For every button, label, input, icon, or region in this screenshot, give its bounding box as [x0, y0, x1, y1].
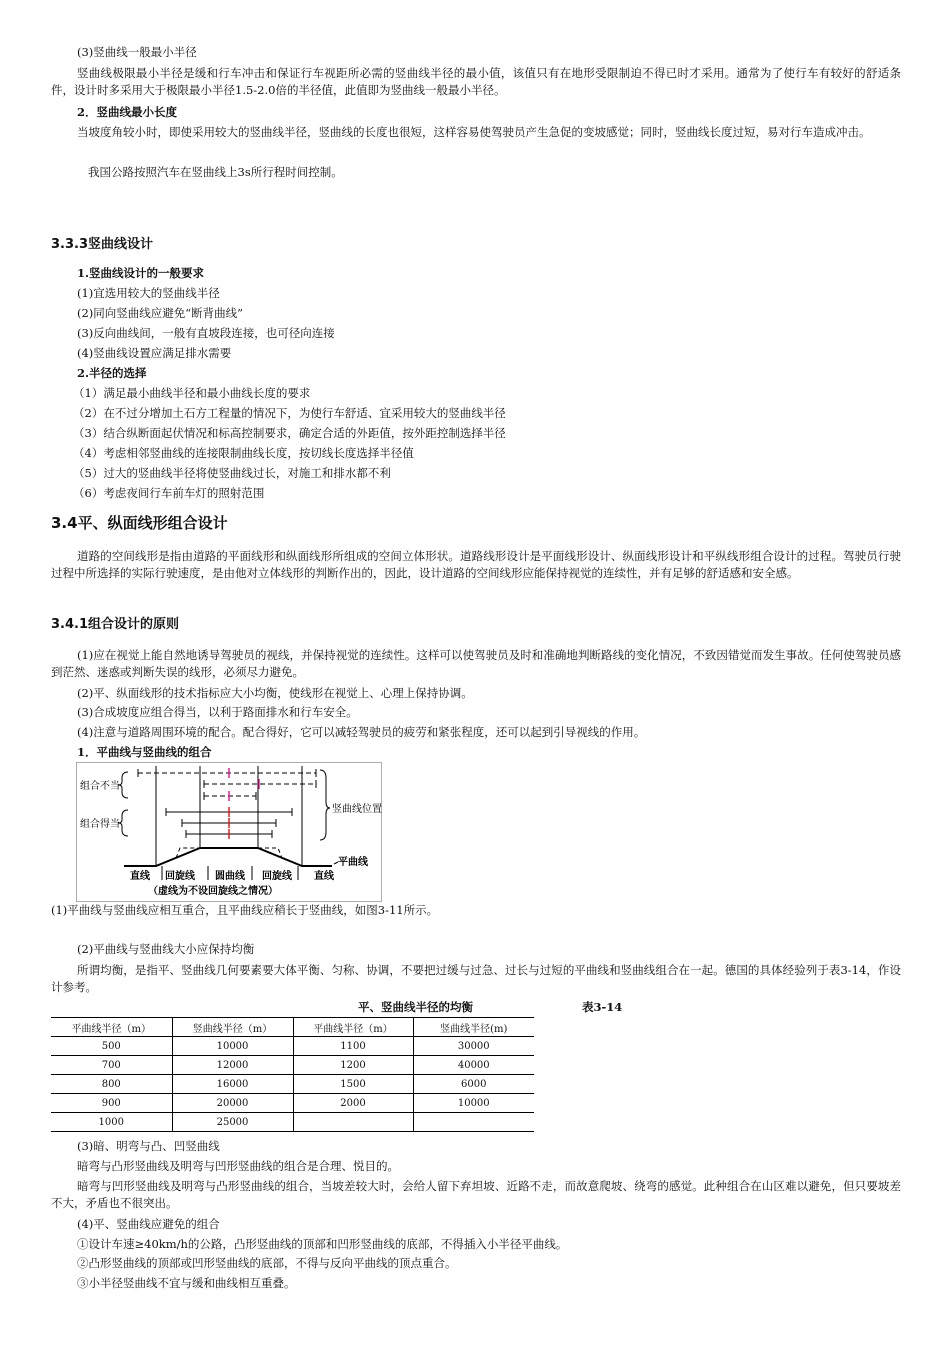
segment-circular: 圆曲线: [215, 871, 245, 882]
list-item: ③小半径竖曲线不宜与缓和曲线相互重叠。: [77, 1276, 296, 1290]
table-cell: 2000: [293, 1094, 413, 1113]
table-cell: [293, 1113, 413, 1132]
subheading-min-length: 2．竖曲线最小长度: [77, 105, 178, 119]
list-item: (3)反向曲线间，一般有直坡段连接，也可径向连接: [77, 326, 335, 340]
label-good: 组合得当: [80, 819, 120, 830]
paragraph-reasonable-combination: 暗弯与凸形竖曲线及明弯与凹形竖曲线的组合是合理、悦目的。: [77, 1159, 399, 1173]
table-cell: 1100: [293, 1037, 413, 1056]
paragraph-unreasonable-combination: 暗弯与凹形竖曲线及明弯与凸形竖曲线的组合，当坡差较大时，会给人留下弃坦坡、近路不走，而故意爬坡、绕弯的感觉。此种组合在山区难以避免，但只要坡差不大，矛盾也不很突出。: [51, 1179, 901, 1210]
section-title-3-4: 3.4平、纵面线形组合设计: [51, 514, 228, 532]
list-item: 2.半径的选择: [77, 366, 147, 380]
list-item: (1)宜选用较大的竖曲线半径: [77, 286, 220, 300]
table-number: 表3-14: [582, 1000, 623, 1014]
table-cell: 1000: [51, 1113, 172, 1132]
figure-3-11: [76, 762, 382, 902]
list-item: ②凸形竖曲线的顶部或凹形竖曲线的底部，不得与反向平曲线的顶点重合。: [77, 1256, 457, 1270]
list-item: ①设计车速≥40km/h的公路，凸形竖曲线的顶部和凹形竖曲线的底部，不得插入小半径平曲线。: [77, 1237, 568, 1251]
table-cell: 25000: [172, 1113, 293, 1132]
figure-caption: (1)平曲线与竖曲线应相互重合，且平曲线应稍长于竖曲线，如图3-11所示。: [51, 903, 439, 917]
table-row: [51, 1075, 534, 1094]
figure-note: （虚线为不设回旋线之情况）: [148, 886, 278, 897]
principle-3: (3)合成坡度应组合得当，以利于路面排水和行车安全。: [77, 705, 358, 719]
table-row: [51, 1094, 534, 1113]
radius-balance-table: [51, 1017, 534, 1132]
segment-spiral-1: 回旋线: [165, 871, 195, 882]
list-item: （4）考虑相邻竖曲线的连接限制曲线长度，按切线长度选择半径值: [73, 446, 414, 460]
segment-straight-1: 直线: [130, 871, 150, 882]
principle-4: (4)注意与道路周围环境的配合。配合得好，它可以减轻驾驶员的疲劳和紧张程度，还可以起到引导视线的作用。: [77, 725, 646, 739]
label-vertical-curve-position: 竖曲线位置: [332, 804, 382, 815]
table-title: 平、竖曲线半径的均衡: [358, 1000, 473, 1014]
list-item: 1.竖曲线设计的一般要求: [77, 266, 205, 280]
list-item: （2）在不过分增加土石方工程量的情况下，为使行车舒适、宜采用较大的竖曲线半径: [73, 406, 506, 420]
table-row: [51, 1113, 534, 1132]
paragraph-min-length: 当坡度角较小时，即使采用较大的竖曲线半径，竖曲线的长度也很短，这样容易使驾驶员产生急促的变坡感觉；同时，竖曲线长度过短，易对行车造成冲击。: [77, 125, 871, 139]
table-row: [51, 1056, 534, 1075]
table-cell: 900: [51, 1094, 172, 1113]
subheading-avoid-combinations: (4)平、竖曲线应避免的组合: [77, 1217, 220, 1231]
table-cell: 700: [51, 1056, 172, 1075]
table-cell: 800: [51, 1075, 172, 1094]
table-header-cell: 竖曲线半径（m）: [172, 1018, 293, 1037]
table-cell: 30000: [413, 1037, 534, 1056]
table-cell: 20000: [172, 1094, 293, 1113]
table-header-cell: 竖曲线半径(m): [413, 1018, 534, 1037]
list-item: （1）满足最小曲线半径和最小曲线长度的要求: [73, 386, 311, 400]
paragraph-3s-control: 我国公路按照汽车在竖曲线上3s所行程时间控制。: [88, 165, 343, 179]
table-header-cell: 平曲线半径（m）: [293, 1018, 413, 1037]
table-cell: 500: [51, 1037, 172, 1056]
subheading-balance: (2)平曲线与竖曲线大小应保持均衡: [77, 942, 255, 956]
segment-straight-2: 直线: [314, 871, 334, 882]
section-title-3-3-3: 3.3.3竖曲线设计: [51, 237, 154, 252]
section-title-3-4-1: 3.4.1组合设计的原则: [51, 617, 180, 632]
list-item: (2)同向竖曲线应避免“断背曲线”: [77, 306, 244, 320]
list-item: （3）结合纵断面起伏情况和标高控制要求，确定合适的外距值，按外距控制选择半径: [73, 426, 506, 440]
table-header-row: [51, 1018, 534, 1037]
subheading-general-min-radius: (3)竖曲线一般最小半径: [77, 45, 197, 59]
segment-spiral-2: 回旋线: [262, 871, 292, 882]
subheading-dark-bright-bends: (3)暗、明弯与凸、凹竖曲线: [77, 1139, 220, 1153]
table-cell: 10000: [413, 1094, 534, 1113]
table-cell: 6000: [413, 1075, 534, 1094]
table-cell: [413, 1113, 534, 1132]
table-header-cell: 平曲线半径（m）: [51, 1018, 172, 1037]
principle-1: (1)应在视觉上能自然地诱导驾驶员的视线，并保持视觉的连续性。这样可以使驾驶员及时和准确地判断路线的变化情况，不致因错觉而发生事故。任何使驾驶员感到茫然、迷惑或判断失误的线形，必须尽力避免。: [51, 648, 901, 679]
list-item: （6）考虑夜间行车前车灯的照射范围: [73, 486, 265, 500]
principle-2: (2)平、纵面线形的技术指标应大小均衡，使线形在视觉上、心理上保持协调。: [77, 686, 473, 700]
paragraph-min-radius: 竖曲线极限最小半径是缓和行车冲击和保证行车视距所必需的竖曲线半径的最小值，该值只有在地形受限制迫不得已时才采用。通常为了使行车有较好的舒适条件，设计时多采用大于极限最小半径1.5-2.0倍的半径值，此值即为竖曲线一般最小半径。: [51, 66, 901, 97]
label-bad: 组合不当: [80, 781, 120, 792]
table-cell: 1200: [293, 1056, 413, 1075]
list-item: (4)竖曲线设置应满足排水需要: [77, 346, 232, 360]
table-row: [51, 1037, 534, 1056]
table-cell: 16000: [172, 1075, 293, 1094]
table-cell: 10000: [172, 1037, 293, 1056]
paragraph-3-4: 道路的空间线形是指由道路的平面线形和纵面线形所组成的空间立体形状。道路线形设计是平面线形设计、纵面线形设计和平纵线形组合设计的过程。驾驶员行驶过程中所选择的实际行驶速度，是由他对立体线形的判断作出的，因此，设计道路的空间线形应能保持视觉的连续性，并有足够的舒适感和安全感。: [51, 549, 901, 580]
table-cell: 40000: [413, 1056, 534, 1075]
list-item: （5）过大的竖曲线半径将使竖曲线过长，对施工和排水都不利: [73, 466, 391, 480]
label-plane-curve: 平曲线: [338, 857, 368, 868]
paragraph-balance: 所谓均衡，是指平、竖曲线几何要素要大体平衡、匀称、协调，不要把过缓与过急、过长与过短的平曲线和竖曲线组合在一起。德国的具体经验列于表3-14，作设计参考。: [51, 963, 901, 994]
table-cell: 1500: [293, 1075, 413, 1094]
subheading-curve-combination: 1．平曲线与竖曲线的组合: [77, 745, 212, 759]
table-cell: 12000: [172, 1056, 293, 1075]
